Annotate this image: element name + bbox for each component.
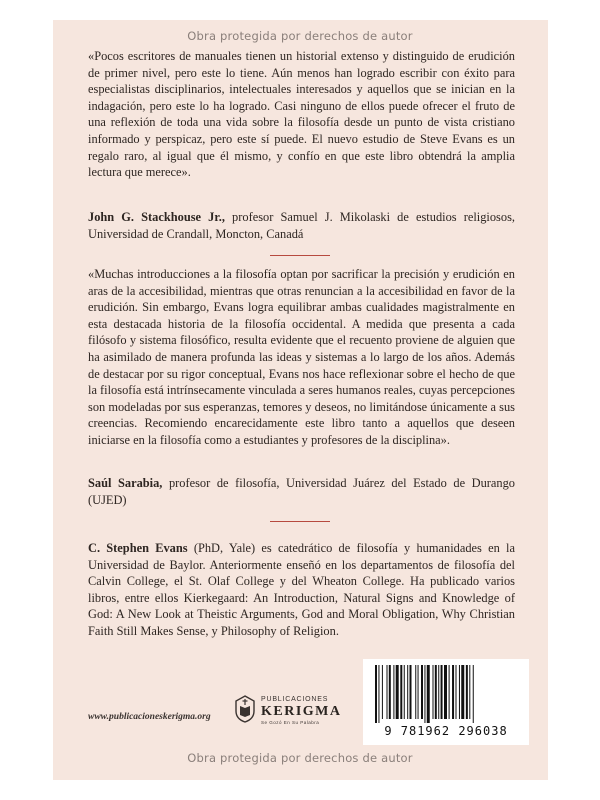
- barcode-bar: [461, 665, 464, 719]
- barcode-bar: [387, 665, 388, 719]
- publisher-logo: [234, 693, 342, 733]
- author-detail: profesor de filosofía, Universidad Juárez del Estado de Durango (UJED): [88, 476, 515, 507]
- barcode-bar: [415, 665, 416, 719]
- barcode-bar: [441, 665, 443, 719]
- isbn-barcode: [363, 659, 529, 745]
- barcode-bar: [469, 665, 470, 719]
- barcode-bars-icon: [375, 665, 517, 723]
- bible-emblem-icon: [234, 695, 256, 723]
- endorsement-author-1: [88, 209, 515, 242]
- barcode-bar: [404, 665, 405, 719]
- barcode-bar: [424, 665, 425, 723]
- barcode-bar: [433, 665, 434, 719]
- barcode-bar: [438, 665, 439, 719]
- isbn-number: 9 781962 296038: [384, 724, 508, 738]
- bio-author-name: C. Stephen Evans: [88, 541, 188, 555]
- barcode-bar: [449, 665, 450, 719]
- barcode-bar: [382, 665, 383, 719]
- copyright-watermark-bottom: Obra protegida por derechos de autor: [187, 751, 413, 765]
- barcode-bar: [435, 665, 437, 719]
- barcode-bar: [378, 665, 379, 723]
- barcode-bar: [400, 665, 402, 719]
- author-name: John G. Stackhouse Jr.,: [88, 210, 225, 224]
- endorsement-quote-1: «Pocos escritores de manuales tienen un historial extenso y distinguido de erudición de primer nivel, pero este lo tiene. Aún menos han logrado escribir con éxito para especialistas disciplinarios, intelectuales interesados y aquellos que se inician en la indagación, pero este lo ha logrado. Casi ninguno de ellos puede ofrecer el fruto de una reflexión de toda una vida sobre la filosofía desde un punto de vista cristiano informado y perspicaz, pero este sí puede. El nuevo estudio de Steve Evans es un regalo raro, al igual que él mismo, y confío en que este libro obtendrá la amplia lectura que merece».: [88, 49, 515, 180]
- bio-text: (PhD, Yale) es catedrático de filosofía y humanidades en la Universidad de Baylor. Anteriormente enseñó en los departamentos de filosofía del Calvin College, el St. Olaf College y del Wheaton College. Ha publicado varios libros, entre ellos Kierkegaard: An Introduction, Natural Signs and Knowledge of God: A New Look at Theistic Arguments, God and Moral Obligation, Why Christian Faith Still Makes Sense, y Philosophy of Religion.: [88, 541, 515, 638]
- barcode-bar: [456, 665, 457, 719]
- separator-line: [270, 255, 330, 256]
- barcode-bar: [396, 665, 399, 719]
- publisher-label: PUBLICACIONES: [261, 696, 329, 703]
- barcode-bar: [389, 665, 391, 719]
- separator-line: [270, 521, 330, 522]
- barcode-bar: [407, 665, 408, 719]
- barcode-bar: [466, 665, 468, 719]
- barcode-bar: [452, 665, 454, 719]
- barcode-bar: [375, 665, 377, 723]
- barcode-bar: [444, 665, 447, 719]
- publisher-url: www.publicacioneskerigma.org: [88, 712, 211, 722]
- barcode-bar: [421, 665, 423, 719]
- barcode-bar: [459, 665, 460, 719]
- barcode-bar: [418, 665, 419, 719]
- barcode-bar: [410, 665, 412, 719]
- barcode-bar: [393, 665, 394, 719]
- publisher-tagline: Se Gozó En Su Palabra: [261, 720, 320, 725]
- author-detail: profesor Samuel J. Mikolaski de estudios religiosos, Universidad de Crandall, Moncton, Canadá: [88, 210, 515, 241]
- author-name: Saúl Sarabia,: [88, 476, 163, 490]
- endorsement-quote-2: «Muchas introducciones a la filosofía optan por sacrificar la precisión y erudición en aras de la accesibilidad, mientras que otras renuncian a la accesibilidad en favor de la erudición. Sin embargo, Evans logra equilibrar ambas cualidades magistralmente en esta destacada historia de la filosofía occidental. A medida que presenta a cada filósofo y sistema filosófico, resulta evidente que el recuento proviene de alguien que ha asimilado de manera profunda las ideas y sistemas a lo largo de los años. Además de destacar por su rigor conceptual, Evans nos hace reflexionar sobre el hecho de que la filosofía está intrínsecamente vinculada a seres humanos reales, cuyas percepciones son modeladas por sus esperanzas, temores y deseos, no limitándose únicamente a sus creencias. Recomiendo encarecidamente este libro tanto a aquellos que deseen iniciarse en la filosofía como a estudiantes y profesores de la disciplina».: [88, 267, 515, 447]
- barcode-bar: [473, 665, 474, 723]
- endorsement-author-2: [88, 475, 515, 508]
- copyright-watermark-top: Obra protegida por derechos de autor: [187, 29, 413, 43]
- publisher-name: KERIGMA: [261, 704, 342, 719]
- author-bio: [88, 540, 515, 640]
- barcode-bar: [427, 665, 430, 723]
